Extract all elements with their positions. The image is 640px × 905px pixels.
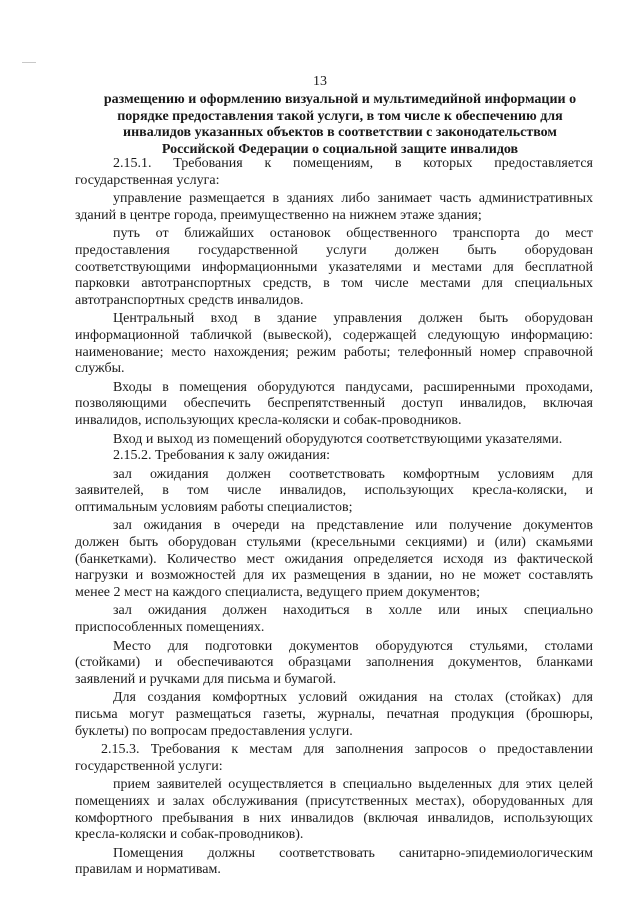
paragraph-line: 2.15.3. Требования к местам для заполнения запросов о предоставлении bbox=[101, 742, 593, 758]
paragraph-line: соответствующими информационными указателями и местами для бесплатной bbox=[75, 259, 593, 275]
heading-line: Российской Федерации о социальной защите инвалидов bbox=[161, 141, 519, 157]
paragraph-line: Вход и выход из помещений оборудуются соответствующими указателями. bbox=[113, 431, 563, 447]
paragraph-line: зал ожидания в очереди на представление или получение документов bbox=[113, 518, 593, 534]
paragraph-line: заявителей, в том числе инвалидов, использующих кресла-коляски, и bbox=[75, 483, 593, 499]
page-number: 13 bbox=[313, 74, 327, 89]
paragraph-line: инвалидов, использующих кресла-коляски и собак-проводников. bbox=[75, 412, 462, 428]
document-body bbox=[75, 156, 593, 879]
paragraph-line: путь от ближайших остановок общественного транспорта до мест bbox=[113, 226, 593, 242]
section-heading bbox=[80, 92, 600, 158]
paragraph-line: нагрузки и возможностей для их размещения в здании, но не может составлять bbox=[75, 568, 593, 584]
paragraph-line: зданий в центре города, преимущественно на нижнем этаже здания; bbox=[75, 207, 482, 223]
heading-line: размещению и оформлению визуальной и мультимедийной информации о bbox=[103, 92, 577, 107]
paragraph-line: информационной табличкой (вывеской), содержащей следующую информацию: bbox=[75, 327, 593, 343]
scan-margin-mark bbox=[22, 62, 36, 63]
paragraph-line: автотранспортных средств инвалидов. bbox=[75, 292, 304, 308]
paragraph-line: Место для подготовки документов оборудуются стульями, столами bbox=[113, 638, 593, 654]
paragraph-line: правилам и нормативам. bbox=[75, 862, 221, 878]
paragraph-line: Помещения должны соответствовать санитарно-эпидемиологическим bbox=[113, 845, 593, 861]
paragraph-line: предоставления государственной услуги должен быть оборудован bbox=[75, 242, 593, 258]
paragraph-line: зал ожидания должен соответствовать комфортным условиям для bbox=[113, 466, 593, 482]
paragraph-line: заявлений и ручками для письма и бумагой. bbox=[75, 671, 337, 687]
paragraph-line: менее 2 мест на каждого специалиста, ведущего прием документов; bbox=[75, 584, 481, 600]
paragraph-line: Центральный вход в здание управления должен быть оборудован bbox=[113, 311, 593, 327]
heading-line: инвалидов указанных объектов в соответствии с законодательством bbox=[123, 125, 557, 140]
paragraph-line: управление размещается в зданиях либо занимает часть административных bbox=[113, 191, 593, 207]
heading-line: порядке предоставления такой услуги, в том числе к обеспечению для bbox=[117, 108, 563, 124]
paragraph-line: приспособленных помещениях. bbox=[75, 620, 265, 636]
paragraph-line: Входы в помещения оборудуются пандусами, расширенными проходами, bbox=[113, 379, 593, 395]
paragraph-line: письма могут размещаться газеты, журналы, печатная продукция (брошюры, bbox=[75, 707, 593, 722]
paragraph-line: прием заявителей осуществляется в специально выделенных для этих целей bbox=[113, 777, 593, 793]
paragraph-line: 2.15.2. Требования к залу ожидания: bbox=[113, 448, 331, 464]
paragraph-line: оптимальным условиям работы специалистов; bbox=[75, 499, 353, 515]
paragraph-line: кресла-коляски и собак-проводников). bbox=[75, 827, 304, 843]
paragraph-line: государственной услуги: bbox=[75, 758, 223, 774]
paragraph-line: службы. bbox=[75, 361, 125, 377]
paragraph-line: (стойками) и обеспечиваются образцами заполнения документов, бланками bbox=[75, 655, 593, 671]
paragraph-line: государственная услуга: bbox=[75, 172, 220, 188]
paragraph-line: буклеты) по вопросам предоставления услуги. bbox=[75, 723, 353, 739]
paragraph-line: Для создания комфортных условий ожидания на столах (стойках) для bbox=[113, 690, 593, 706]
paragraph-line: помещениях и залах обслуживания (присутственных местах), оборудованных для bbox=[75, 793, 593, 809]
paragraph-line: должен быть оборудован стульями (кресельными секциями) и (или) скамьями bbox=[75, 535, 593, 551]
paragraph-line: 2.15.1. Требования к помещениям, в которых предоставляется bbox=[113, 156, 593, 171]
paragraph-line: комфортного пребывания в них инвалидов (включая инвалидов, использующих bbox=[75, 810, 593, 826]
paragraph-line: (банкетками). Количество мест ожидания определяется исходя из фактической bbox=[75, 551, 593, 567]
paragraph-line: зал ожидания должен находиться в холле или иных специально bbox=[113, 603, 593, 619]
paragraph-line: наименование; место нахождения; режим работы; телефонный номер справочной bbox=[75, 344, 593, 360]
paragraph-line: парковки автотранспортных средств, в том числе местами для специальных bbox=[75, 276, 593, 292]
paragraph-line: позволяющими обеспечить беспрепятственный доступ инвалидов, включая bbox=[75, 396, 593, 412]
